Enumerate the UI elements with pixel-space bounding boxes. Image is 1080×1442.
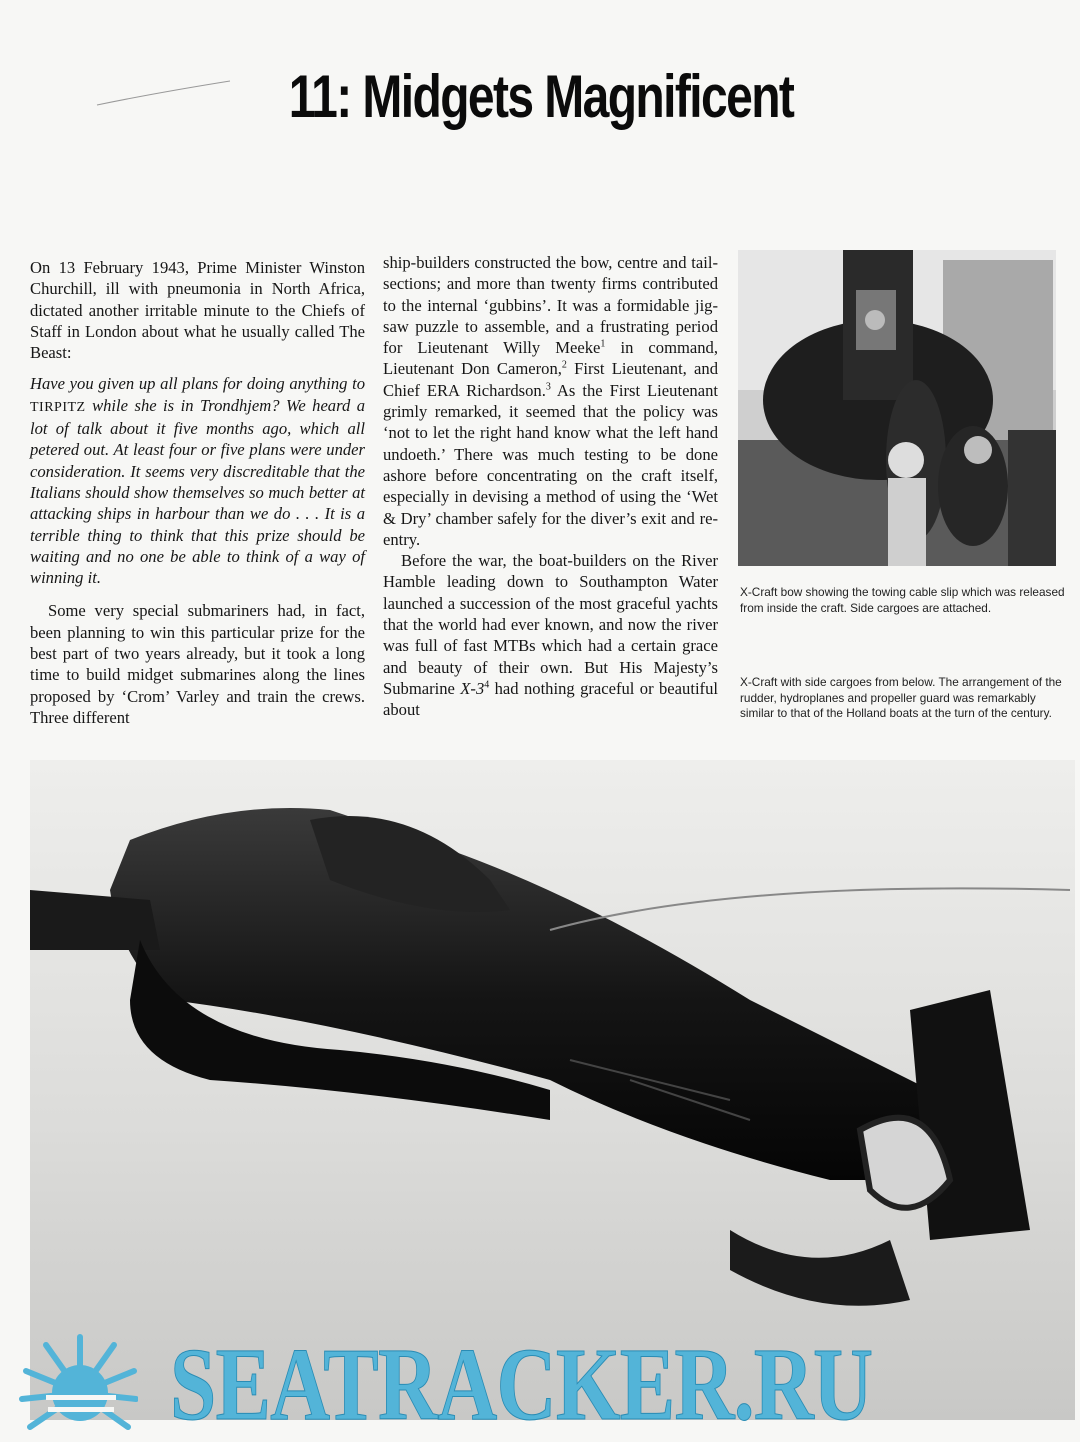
quote-text-end: while she is in Trondhjem? We heard a lot of talk about it five months ago, which all petered out. At least four or five plans were under consideration. It seems very discreditable that the Italians should show themselves so much better at attacking ships in harbour than we do . . . It is a terrible thing to think that this prize should be waiting and no one be able to think of a way of winning it. — [30, 395, 365, 588]
footnote-marker: 2 — [561, 359, 567, 371]
text-column-middle — [383, 252, 718, 721]
page-title: 11: Midgets Magnificent — [288, 63, 794, 130]
submarine-illustration — [30, 760, 1075, 1420]
text-run: in command, Lieutenant Don Cameron, — [383, 338, 719, 379]
footnote-marker: 1 — [600, 338, 606, 350]
scan-scratch — [95, 75, 235, 115]
photo-caption-below: X-Craft with side cargoes from below. The arrangement of the rudder, hydroplanes and propeller guard was remarkably similar to that of the Holland boats at the turn of the century. — [740, 675, 1062, 720]
intro-paragraph: On 13 February 1943, Prime Minister Winston Churchill, ill with pneumonia in North Africa, dictated another irritable minute to the Chiefs of Staff in London about what he usually called The Beast: — [30, 258, 365, 363]
watermark-text: SEATRACKER.RU — [170, 1327, 873, 1442]
x-craft-bow-photo — [738, 250, 1056, 566]
body-paragraph — [383, 550, 718, 720]
x-craft-from-below-photo — [30, 760, 1075, 1420]
text-run: Before the war, the boat-builders on the River Hamble leading down to Southampton Water launched a succession of the most graceful yachts that the world had ever known, and now the river was full of fast MTBs which had a certain grace and beauty of their own. But His Majesty’s Submarine — [383, 551, 718, 698]
sun-logo-icon — [18, 1333, 138, 1438]
text-run: As the First Lieutenant grimly remarked, it seemed that the policy was ‘not to let the right hand know what the left hand undoeth.’ There was much testing to be done ashore before concentrating on the craft itself, especially in devising a method of using the ‘Wet & Dry’ chamber safely for the diver’s exit and re-entry. — [383, 380, 719, 549]
footnote-marker: 3 — [545, 381, 551, 393]
photo-caption-bow: X-Craft bow showing the towing cable slip which was released from inside the craft. Side cargoes are attached. — [740, 585, 1065, 615]
ship-name: TIRPITZ — [30, 399, 86, 415]
body-paragraph — [383, 252, 718, 550]
craft-name: X-3 — [460, 678, 485, 698]
churchill-quote — [30, 373, 365, 588]
text-run: had nothing graceful or beautiful about — [383, 678, 718, 720]
text-run: ship-builders constructed the bow, centre and tail-sections; and more than twenty firms contributed to the internal ‘gubbins’. It was a formidable jig-saw puzzle to assemble, and a frustrating period for Lieutenant Willy Meeke — [383, 253, 718, 358]
body-paragraph: Some very special submariners had, in fact, been planning to win this particular prize for the best part of two years already, but it took a long time to build midget submarines along the lines proposed by ‘Crom’ Varley and train the crews. Three different — [30, 601, 365, 727]
quote-text-start: Have you given up all plans for doing anything to — [30, 374, 365, 394]
text-run: First Lieutenant, and Chief ERA Richardson. — [383, 359, 718, 400]
footnote-marker: 4 — [484, 679, 490, 691]
text-column-left — [30, 257, 365, 728]
bow-photo-illustration — [738, 250, 1056, 566]
